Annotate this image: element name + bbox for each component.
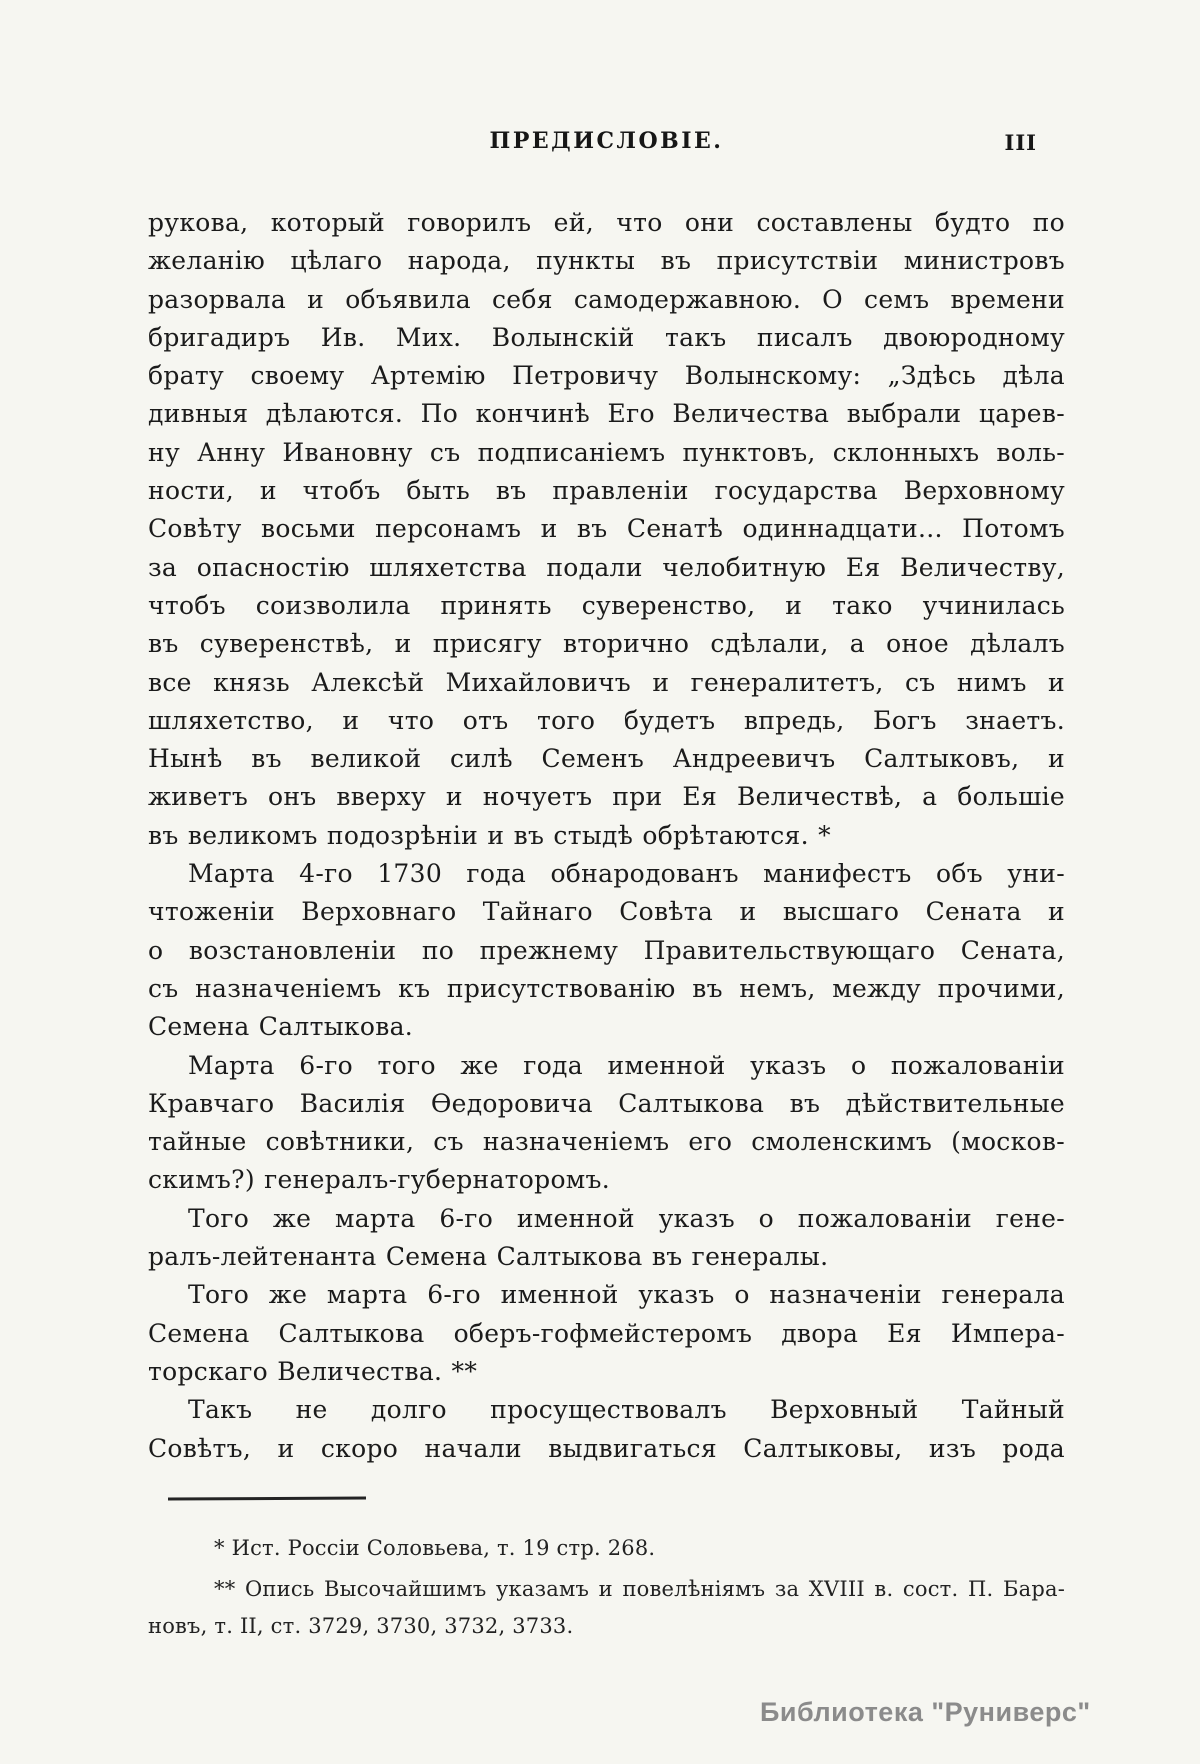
footnote-line: новъ, т. II, ст. 3729, 3730, 3732, 3733. (148, 1614, 574, 1638)
text-line: Кравчаго Василія Ѳедоровича Салтыкова въ дѣйствительные (148, 1088, 1065, 1118)
text-line: брату своему Артемію Петровичу Волынскому: „Здѣсь дѣла (148, 361, 1065, 391)
text-line: шляхетство, и что отъ того будетъ впредь, Богъ знаетъ. (148, 705, 1065, 735)
text-line: Семена Салтыкова. (148, 1012, 414, 1042)
text-line: ности, и чтобъ быть въ правленіи государства Верховному (148, 476, 1065, 506)
text-line: чтобъ соизволила принять суверенство, и тако учинилась (148, 590, 1065, 620)
text-line: Семена Салтыкова оберъ-гофмейстеромъ двора Ея Импера- (148, 1318, 1065, 1348)
text-line: въ суверенствѣ, и присягу вторично сдѣлали, а оное дѣлалъ (148, 629, 1065, 659)
text-line: все князь Алексѣй Михайловичъ и генералитетъ, съ нимъ и (148, 667, 1065, 697)
paragraph (148, 1276, 1065, 1391)
paragraph (148, 1047, 1065, 1200)
paragraph (148, 1391, 1065, 1468)
text-line: за опасностію шляхетства подали челобитную Ея Величеству, (148, 552, 1065, 582)
running-head (148, 128, 1065, 160)
paragraph (148, 855, 1065, 1046)
text-line: бригадиръ Ив. Мих. Волынскій такъ писалъ двоюродному (148, 322, 1065, 352)
text-line: Марта 4-го 1730 года обнародованъ манифестъ объ уни- (188, 859, 1065, 889)
page-number: III (1004, 130, 1037, 155)
text-line: Нынѣ въ великой силѣ Семенъ Андреевичъ Салтыковъ, и (148, 744, 1065, 774)
text-line: дивныя дѣлаются. По кончинѣ Его Величества выбрали царев- (148, 399, 1065, 429)
text-line: Такъ не долго просуществовалъ Верховный Тайный (188, 1395, 1065, 1425)
footnotes (148, 1530, 1065, 1649)
text-line: ну Анну Ивановну съ подписаніемъ пунктовъ, склонныхъ воль- (148, 437, 1065, 467)
text-line: Совѣтъ, и скоро начали выдвигаться Салтыковы, изъ рода (148, 1433, 1065, 1463)
text-line: съ назначеніемъ къ присутствованію въ немъ, между прочими, (148, 973, 1065, 1003)
paragraph (148, 204, 1065, 855)
text-line: живетъ онъ вверху и ночуетъ при Ея Величествѣ, а большіе (148, 782, 1065, 812)
footnote-line: * Ист. Россіи Соловьева, т. 19 стр. 268. (214, 1536, 656, 1560)
text-line: тайные совѣтники, съ назначеніемъ его смоленскимъ (москов- (148, 1127, 1065, 1157)
footnote (148, 1571, 1065, 1645)
text-line: ралъ-лейтенанта Семена Салтыкова въ генералы. (148, 1242, 829, 1272)
text-line: въ великомъ подозрѣніи и въ стыдѣ обрѣтаются. * (148, 820, 831, 850)
page-title: ПРЕДИСЛОВІЕ. (489, 128, 724, 154)
library-watermark: Библиотека "Руниверс" (760, 1697, 1091, 1727)
text-line: скимъ?) генералъ-губернаторомъ. (148, 1165, 610, 1195)
text-line: разорвала и объявила себя самодержавною. О семъ времени (148, 284, 1065, 314)
body-text (148, 204, 1065, 1468)
text-line: чтоженіи Верховнаго Тайнаго Совѣта и высшаго Сената и (148, 897, 1065, 927)
text-line: торскаго Величества. ** (148, 1356, 478, 1386)
text-line: рукова, который говорилъ ей, что они составлены будто по (148, 208, 1065, 237)
paragraph (148, 1200, 1065, 1277)
text-line: Того же марта 6-го именной указъ о назначеніи генерала (188, 1280, 1065, 1310)
text-line: Марта 6-го того же года именной указъ о пожалованіи (188, 1050, 1065, 1080)
footnote-line: ** Опись Высочайшимъ указамъ и повелѣніямъ за XVIII в. сост. П. Бара- (214, 1577, 1065, 1601)
footnote-divider (168, 1496, 366, 1500)
text-line: о возстановленіи по прежнему Правительствующаго Сената, (148, 935, 1065, 965)
text-line: Того же марта 6-го именной указъ о пожалованіи гене- (188, 1203, 1065, 1233)
footnote (148, 1530, 1065, 1567)
text-line: желанію цѣлаго народа, пункты въ присутствіи министровъ (148, 246, 1065, 276)
text-line: Совѣту восьми персонамъ и въ Сенатѣ одиннадцати... Потомъ (148, 514, 1065, 544)
